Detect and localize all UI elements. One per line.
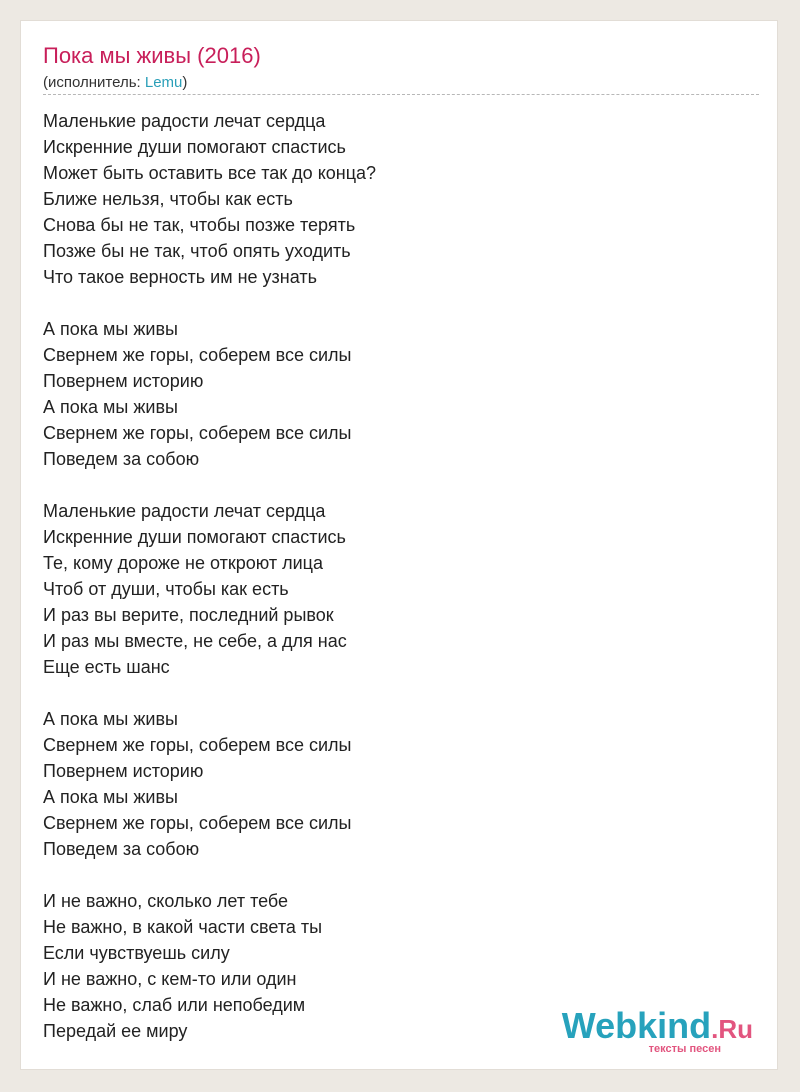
lyric-line: Позже бы не так, чтоб опять уходить [43, 241, 351, 261]
stanza-gap [43, 472, 376, 498]
lyric-line: А пока мы живы [43, 397, 178, 417]
lyric-line: Повернем историю [43, 371, 204, 391]
lyric-line: Что такое верность им не узнать [43, 267, 317, 287]
lyric-line: Передай ее миру [43, 1021, 188, 1041]
lyric-line: А пока мы живы [43, 709, 178, 729]
stanza-gap [43, 680, 376, 706]
lyric-line: Те, кому дороже не откроют лица [43, 553, 323, 573]
lyric-line: Если чувствуешь силу [43, 943, 230, 963]
title-divider [43, 94, 759, 95]
lyric-line: А пока мы живы [43, 787, 178, 807]
lyric-line: Чтоб от души, чтобы как есть [43, 579, 289, 599]
lyric-line: Свернем же горы, соберем все силы [43, 423, 352, 443]
performer-suffix: ) [182, 74, 188, 91]
logo-tagline: тексты песен [648, 1043, 721, 1055]
stanza-gap [43, 290, 376, 316]
lyric-line: Ближе нельзя, чтобы как есть [43, 189, 293, 209]
stanza-gap [43, 862, 376, 888]
lyric-line: Не важно, слаб или непобедим [43, 995, 306, 1015]
lyric-line: Свернем же горы, соберем все силы [43, 813, 352, 833]
performer-link[interactable]: Lemu [144, 74, 183, 91]
lyric-line: И не важно, сколько лет тебе [43, 891, 289, 911]
lyric-line: И не важно, с кем-то или один [43, 969, 297, 989]
logo-word: Webkind [561, 1005, 712, 1046]
lyric-line: И раз мы вместе, не себе, а для нас [43, 631, 347, 651]
performer-line [43, 74, 187, 91]
lyrics-body [43, 108, 376, 1044]
song-title: Пока мы живы (2016) [43, 43, 261, 68]
lyric-line: Поведем за собою [43, 839, 200, 859]
lyric-line: Маленькие радости лечат сердца [43, 501, 326, 521]
watermark-logo [561, 1005, 753, 1055]
lyric-line: Искренние души помогают спастись [43, 137, 346, 157]
lyric-line: Может быть оставить все так до конца? [43, 163, 377, 183]
lyric-line: А пока мы живы [43, 319, 178, 339]
lyric-line: Свернем же горы, соберем все силы [43, 735, 352, 755]
performer-prefix: (исполнитель: [43, 74, 145, 91]
lyric-line: Еще есть шанс [43, 657, 170, 677]
lyrics-sheet [20, 20, 778, 1070]
lyric-line: Поведем за собою [43, 449, 200, 469]
lyric-line: Не важно, в какой части света ты [43, 917, 323, 937]
logo-tld: .Ru [711, 1014, 753, 1044]
lyric-line: И раз вы верите, последний рывок [43, 605, 334, 625]
lyric-line: Свернем же горы, соберем все силы [43, 345, 352, 365]
lyric-line: Искренние души помогают спастись [43, 527, 346, 547]
lyric-line: Повернем историю [43, 761, 204, 781]
lyric-line: Маленькие радости лечат сердца [43, 111, 326, 131]
lyric-line: Снова бы не так, чтобы позже терять [43, 215, 356, 235]
